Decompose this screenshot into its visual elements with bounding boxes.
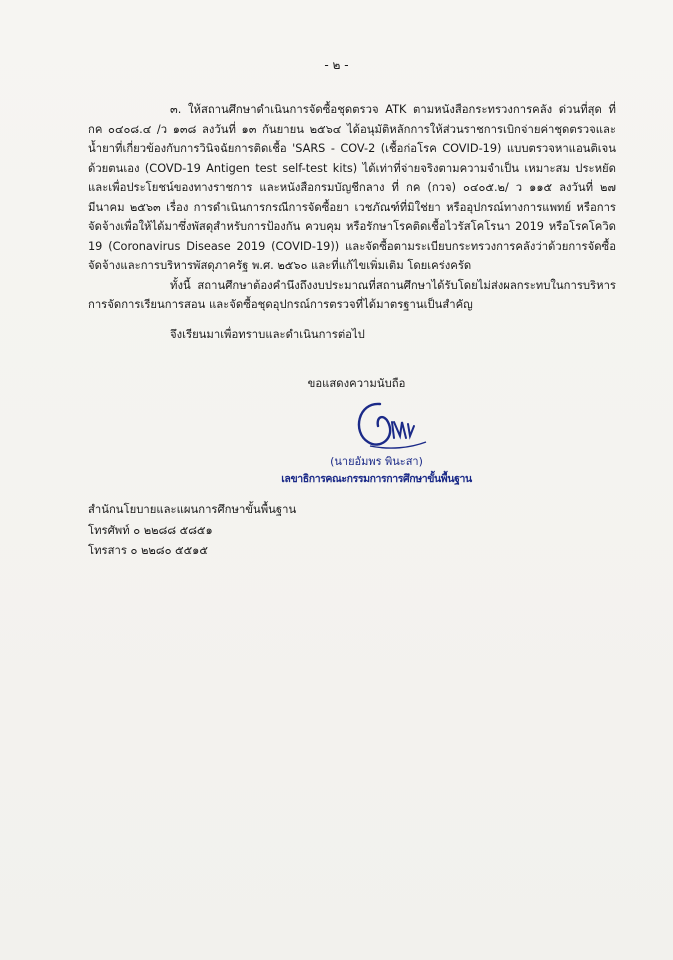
paragraph-budget-note: ทั้งนี้ สถานศึกษาต้องคำนึงถึงงบประมาณที่สถานศึกษาได้รับโดยไม่ส่งผลกระทบในการบริหารการจัดการเรียนการสอน และจัดซื้อชุดอุปกรณ์การตรวจที่ได้มาตรฐานเป็นสำคัญ: [88, 278, 616, 311]
phone-number: โทรศัพท์ ๐ ๒๒๘๘ ๕๘๕๑: [88, 523, 213, 537]
office-name: สำนักนโยบายและแผนการศึกษาขั้นพื้นฐาน: [88, 503, 297, 516]
page-number: - ๒ -: [324, 58, 349, 72]
letter-body: [88, 100, 616, 344]
closing-salutation: ขอแสดงความนับถือ: [307, 377, 406, 390]
signer-title: เลขาธิการคณะกรรมการการศึกษาขั้นพื้นฐาน: [281, 473, 472, 485]
paragraph-request: จึงเรียนมาเพื่อทราบและดำเนินการต่อไป: [170, 327, 365, 341]
handwritten-signature: [340, 392, 450, 456]
paragraph-item-3: ๓. ให้สถานศึกษาดำเนินการจัดซื้อชุดตรวจ ATK ตามหนังสือกระทรวงการคลัง ด่วนที่สุด ที่ กค ๐๔๐๘.๔ /ว ๑๓๘ ลงวันที่ ๑๓ กันยายน ๒๕๖๔ ได้อนุมัติหลักการให้ส่วนราชการเบิกจ่ายค่าชุดตรวจและน้ำยาที่เกี่ยวข้องกับการวินิจฉัยการติดเชื้อ 'SARS - COV-2 (เชื้อก่อโรค COVID-19) แบบตรวจหาแอนติเจนด้วยตนเอง (COVD-19 Antigen test self-test kits) ได้เท่าที่จ่ายจริงตามความจำเป็น เหมาะสม ประหยัด และเพื่อประโยชน์ของทางราชการ และหนังสือกรมบัญชีกลาง ที่ กค (กวจ) ๐๔๐๕.๒/ ว ๑๑๕ ลงวันที่ ๒๗ มีนาคม ๒๕๖๓ เรื่อง การดำเนินการกรณีการจัดซื้อยา เวชภัณฑ์ที่มิใช่ยา หรืออุปกรณ์ทางการแพทย์ หรือการจัดจ้างเพื่อให้ได้มาซึ่งพัสดุสำหรับการป้องกัน ควบคุม หรือรักษาโรคติดเชื้อไวรัสโคโรนา 2019 หรือโรคโควิด 19 (Coronavirus Disease 2019 (COVID-19)) และจัดซื้อตามระเบียบกระทรวงการคลังว่าด้วยการจัดซื้อจัดจ้างและการบริหารพัสดุภาครัฐ พ.ศ. ๒๕๖๐ และที่แก้ไขเพิ่มเติม โดยเคร่งครัด: [88, 103, 616, 272]
fax-number: โทรสาร ๐ ๒๒๘๐ ๕๕๑๕: [88, 544, 208, 557]
signer-name: (นายอัมพร พินะสา): [330, 455, 423, 468]
contact-block: [88, 500, 296, 562]
